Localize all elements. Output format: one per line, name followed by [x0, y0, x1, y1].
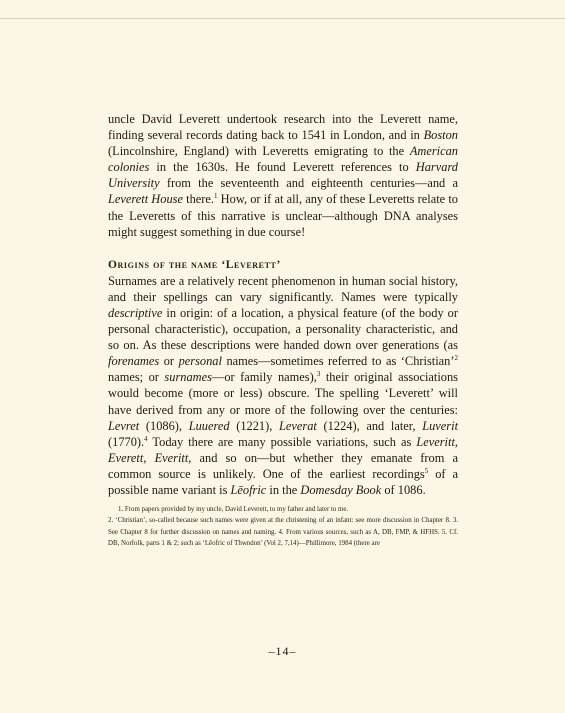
- footnote-2-to-5: 2. ‘Christian’, so-called because such names were given at the christening of an infant: see more discussion in Chapter 8. 3. See Chapter 8 for further discussion on names and naming. 4. From various sources, such as A, DB, FMP, & HFHS. 5. Cf. DB, Norfolk, parts 1 & 2; such as ‘Lēofric of Thwndon’ (Vol 2, 7,14)—Phillimore, 1984 (there are: [108, 517, 458, 548]
- text-run: or: [159, 354, 179, 369]
- text-run: in the: [266, 482, 301, 497]
- italic-run: Everett: [108, 450, 144, 465]
- footnote-marker: 5: [424, 466, 429, 475]
- italic-run: Everitt: [154, 450, 189, 465]
- text-run: of 1086.: [381, 482, 426, 497]
- italic-run: descriptive: [108, 305, 163, 320]
- italic-run: Leverat: [279, 418, 317, 433]
- paragraph-origins: [108, 273, 458, 498]
- text-run: (1221),: [229, 418, 280, 433]
- text-run: in the 1630s. He found Leverett references to: [149, 160, 416, 175]
- text-run: How, or if at all, any of these Leveretts relate to the Leveretts of this narrative is unclear—although DNA analyses might suggest something in due course!: [108, 192, 458, 239]
- paragraph-intro: [108, 111, 458, 240]
- italic-run: Luverit: [422, 418, 459, 433]
- italic-run: American colonies: [108, 144, 458, 175]
- text-run: (1224), and later,: [316, 418, 423, 433]
- text-run: (1086),: [139, 418, 189, 433]
- page-number: –14–: [268, 644, 297, 658]
- top-edge-line: [0, 18, 565, 19]
- text-run: ,: [454, 434, 458, 449]
- text-run: —or family names),: [211, 370, 317, 385]
- text-run: , and so on—but whether they emanate from a common source is unlikely. One of the earliest recordings: [108, 450, 459, 481]
- text-run: their original associations would become (more or less) obscure. The spelling ‘Leverett’ will have derived from any or more of the following over the centuries:: [108, 370, 458, 417]
- text-run: names; or: [108, 370, 165, 385]
- italic-run: Harvard University: [108, 160, 458, 191]
- text-run: uncle David Leverett undertook research into the Leverett name, finding several records dating back to 1541 in London, and in: [108, 112, 458, 143]
- italic-run: Lēofric: [230, 482, 267, 497]
- text-run: ,: [143, 450, 155, 465]
- italic-run: personal: [178, 354, 222, 369]
- text-run: there.: [182, 192, 214, 207]
- italic-run: Domesday Book: [300, 482, 382, 497]
- text-run: names—sometimes referred to as ‘Christian’: [221, 354, 455, 369]
- footnote-marker: 3: [316, 370, 321, 379]
- italic-run: Levret: [108, 418, 140, 433]
- italic-run: Leverett House: [108, 192, 183, 207]
- text-run: in origin: of a location, a physical feature (of the body or personal characteristic), occupation, a personality characteristic, and so on. As these descriptions were handed down over generations (as: [108, 305, 458, 353]
- italic-run: Boston: [423, 128, 458, 143]
- text-run: Today there are many possible variations, such as: [147, 434, 417, 449]
- italic-run: forenames: [108, 354, 160, 369]
- footnotes: [108, 504, 458, 550]
- italic-run: Leveritt: [416, 434, 455, 449]
- footnote-1: 1. From papers provided by my uncle, David Leverett, to my father and later to me.: [118, 506, 349, 514]
- footnote-marker: 4: [144, 434, 148, 443]
- italic-run: surnames: [164, 370, 212, 385]
- italic-run: Luuered: [188, 418, 230, 433]
- text-run: of a possible name variant is: [108, 466, 458, 497]
- text-block: [108, 111, 458, 550]
- text-run: (Lincolnshire, England) with Leveretts emigrating to the: [108, 144, 410, 159]
- text-run: from the seventeenth and eighteenth centuries—and a: [159, 176, 458, 191]
- text-run: (1770).: [108, 434, 145, 449]
- footnote-marker: 1: [214, 192, 218, 201]
- footnote-marker: 2: [454, 354, 458, 363]
- section-heading: Origins of the name ‘Leverett’: [108, 258, 281, 271]
- text-run: Surnames are a relatively recent phenomenon in human social history, and their spellings can vary significantly. Names were typically: [108, 273, 458, 304]
